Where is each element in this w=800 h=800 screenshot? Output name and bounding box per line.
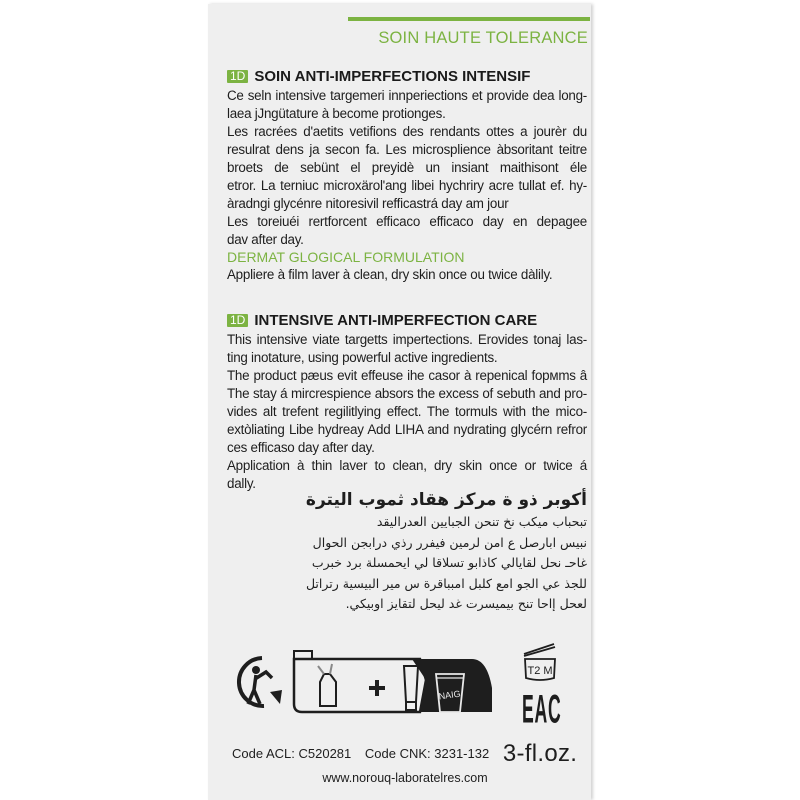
body-line: àradngi glycénre nitoresivil refficastrá day am jour [227,196,509,211]
formulation-subtitle: DERMAT GLOGICAL FORMULATION [227,249,465,265]
section-tag: 1D [227,314,248,327]
header-title: SOIN HAUTE TOLERANCE [378,29,588,47]
bin-text: NAIG [437,688,462,702]
website-link: www.norouq-laboratelres.com [322,771,488,785]
product-codes [232,740,582,768]
arabic-line: للجذ عي الجو امع كلبل امبباقرة س مير البيسية رتراتل [305,575,587,591]
section-tag: 1D [227,70,248,83]
triman-icon [239,658,282,706]
section-heading [227,68,587,87]
body-line: Application à thin laver to clean, dry skin once or twice á [227,458,587,473]
eac-label: EAC [522,686,562,732]
body-line: etror. La terniuc microxärol'ang libei hychriry acre tullat ef. hy- [227,178,587,193]
body-line: ces efficaso day after day. [227,440,375,455]
period-after-opening-icon [520,642,560,684]
body-line: broets de sebünt el preyidè un insiant maithisont éle [227,160,587,175]
code-cnk: Code CNK: 3231-132 [364,746,490,761]
pao-label: T2 M [527,665,553,677]
body-line: Les racrées d'aetits vetifions des rendants ottes a jourèr du [227,124,587,139]
arabic-line: غاحـ نحل لقايالي كاذابو تسلاقا لي ايحمسلة برد خبرب [311,555,587,570]
section-arabic [227,488,587,615]
eac-certification-mark [522,686,566,732]
section-title: INTENSIVE ANTI-IMPERFECTION CARE [254,312,538,329]
body-line: The stay á mircrespience absors the excess of sebuth and pro- [227,386,587,401]
body-line: ting inotature, using powerful active ingredients. [227,350,498,365]
usage-line: Appliere à film laver à clean, dry skin once ou twice dàlily. [227,267,553,282]
recycling-info [232,648,492,718]
body-line: laea jJngütature à become protionges. [227,106,446,121]
header-accent-line [348,17,590,21]
section-english [227,312,587,493]
body-line: Ce seln intensive targemeri innperiections et provide dea long- [227,88,587,103]
plus-icon [369,680,385,696]
section-french [227,68,587,284]
body-line: dally. [227,476,256,491]
body-line: This intensive viate targetts impertections. Erovides tonaj las- [227,332,587,347]
body-line: vides alt trefent regilitlying effect. The tormuls with the mico- [227,404,587,419]
section-heading [227,312,587,331]
carton-box-icon [318,664,336,706]
body-line: extòliating Libe hydreay Add LIHA and nydrating glycérn refror [227,422,587,437]
arabic-line: نبيس ابارصل ع امن لرمين فيفرر رذي درابجن الحوال [312,534,587,550]
sorting-info-frame [294,651,492,712]
arabic-title: أكوبر ذو ة مركز هقاد ثموب اليترة [305,490,587,510]
arabic-line: تبحباب ميكب نخ تنحن الجبايين العدراليقد [376,514,587,529]
arabic-line: لعحل إاحا تنح بيميسرت غد ليحل لتقايز اوبيكي. [345,596,587,611]
body-line: Les toreiuéi rertforcent efficaco efficaco day en depagee [227,214,587,229]
body-line: The product pæus evit effeuse ihe casor à repenical fopмms â [227,368,587,383]
body-line: resulrat dens ja secon fa. Les microsplience àbsoritant teitre [227,142,587,157]
tube-icon [404,666,418,710]
section-title: SOIN ANTI-IMPERFECTIONS INTENSIF [254,68,531,85]
volume: 3-fl.oz. [502,740,578,767]
code-acl: Code ACL: C520281 [232,746,352,761]
body-line: dav after day. [227,232,304,247]
